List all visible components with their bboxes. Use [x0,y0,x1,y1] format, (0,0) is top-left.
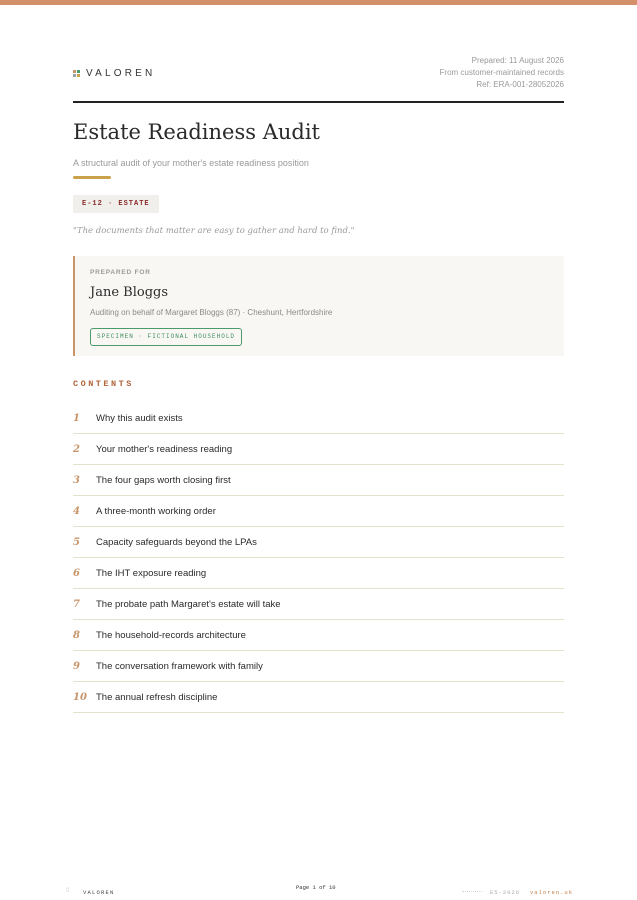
table-of-contents [73,403,564,713]
toc-item-title: Capacity safeguards beyond the LPAs [96,536,257,548]
page-title: Estate Readiness Audit [73,120,320,144]
footer-url[interactable]: valoren.uk [530,889,574,896]
document-meta [440,55,564,91]
toc-item-number: 5 [73,536,80,548]
footer-mark-icon: ⁞⁞ [66,888,70,894]
logo-square [73,74,76,77]
toc-item-title: The conversation framework with family [96,660,263,672]
document-header [73,55,564,103]
toc-item-title: The IHT exposure reading [96,567,207,579]
toc-item[interactable] [73,496,564,527]
toc-item-number: 7 [73,598,80,610]
title-underline [73,176,111,179]
logo-square [77,74,80,77]
toc-item[interactable] [73,403,564,434]
toc-item-number: 2 [73,443,80,455]
top-accent-stripe [0,0,637,5]
prepared-for-label: PREPARED FOR [90,269,151,276]
client-name: Jane Bloggs [90,285,169,300]
prepared-date: Prepared: 11 August 2026 [471,56,564,65]
footer-divider [462,891,482,892]
footer-code: E5-2026 [490,889,521,896]
contents-heading: CONTENTS [73,379,134,389]
toc-item[interactable] [73,682,564,713]
logo-square [73,70,76,73]
footer-brand: VALOREN [83,889,115,896]
reference-number: Ref: ERA-001-28052026 [476,80,564,89]
page-subtitle: A structural audit of your mother's estate readiness position [73,158,309,168]
logo-grid-icon [73,70,80,77]
toc-item[interactable] [73,527,564,558]
toc-item-title: The annual refresh discipline [96,691,218,703]
toc-item-number: 1 [73,412,80,424]
toc-item-title: The probate path Margaret's estate will take [96,598,281,610]
toc-item-title: The household-records architecture [96,629,246,641]
specimen-badge: SPECIMEN · FICTIONAL HOUSEHOLD [90,328,242,346]
prepared-for-panel [73,256,564,356]
toc-item[interactable] [73,434,564,465]
toc-item[interactable] [73,558,564,589]
records-source: From customer-maintained records [439,68,564,77]
toc-item-number: 3 [73,474,80,486]
toc-item[interactable] [73,589,564,620]
toc-item-number: 9 [73,660,80,672]
toc-item-number: 10 [73,691,87,703]
toc-item[interactable] [73,620,564,651]
toc-item-number: 6 [73,567,80,579]
toc-item-number: 4 [73,505,80,517]
section-tag: E-12 · ESTATE [73,195,159,213]
logo-square [77,70,80,73]
toc-item-title: The four gaps worth closing first [96,474,231,486]
toc-item-title: Your mother's readiness reading [96,443,233,455]
toc-item[interactable] [73,651,564,682]
toc-item-title: Why this audit exists [96,412,183,424]
client-detail: Auditing on behalf of Margaret Bloggs (87) · Cheshunt, Hertfordshire [90,308,333,317]
toc-item[interactable] [73,465,564,496]
page-number: Page 1 of 10 [296,884,336,891]
pull-quote: "The documents that matter are easy to gather and hard to find." [73,226,355,236]
toc-item-number: 8 [73,629,80,641]
toc-item-title: A three-month working order [96,505,216,517]
brand-name: VALOREN [86,68,156,79]
brand-logo [73,68,155,79]
